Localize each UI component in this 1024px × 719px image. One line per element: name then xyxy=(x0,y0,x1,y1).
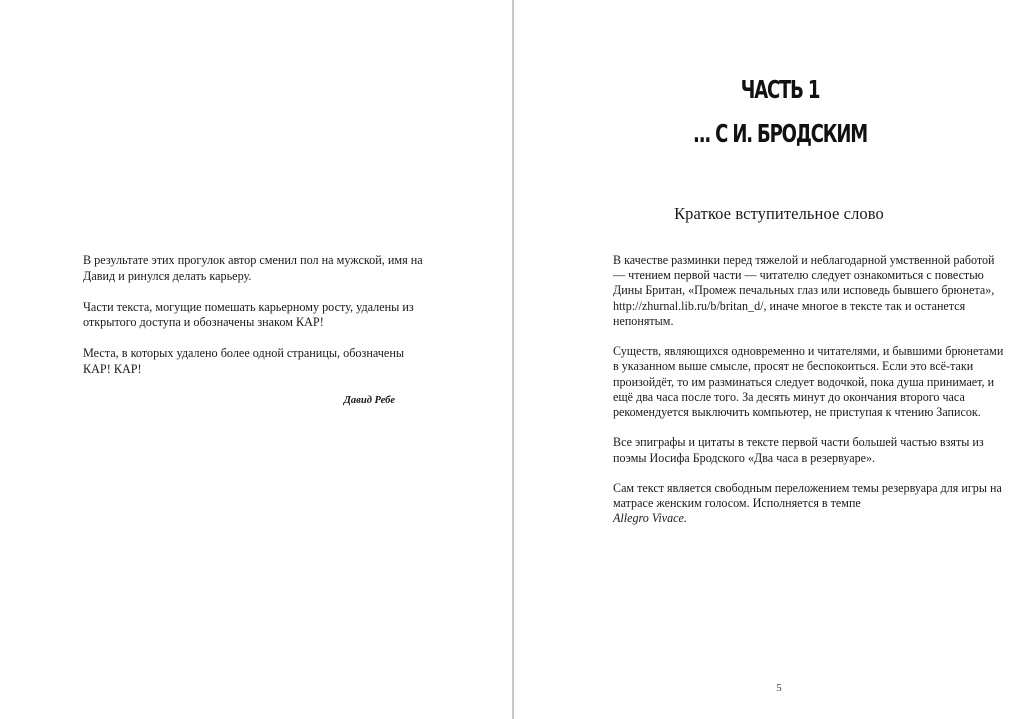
right-page-text xyxy=(613,253,1005,542)
right-paragraph: Все эпиграфы и цитаты в тексте первой части большей частью взяты из поэмы Иосифа Бродского «Два часа в резервуаре». xyxy=(613,435,984,465)
right-paragraph: Существ, являющихся одновременно и читателями, и бывшими брюнетами в указанном выше смысле, просят не беспокоиться. Если это всё-таки произойдёт, то им разминаться следует водочкой, пока душа принимает, и ещё два часа после того. За десять минут до окончания второго часа рекомендуется выключить компьютер, не приступая к чтению Записок. xyxy=(613,344,1004,420)
part-title-line: ... С И. БРОДСКИМ xyxy=(693,119,867,148)
page-number: 5 xyxy=(776,682,782,694)
part-title xyxy=(689,68,870,156)
right-paragraph-text: Сам текст является свободным переложением темы резервуара для игры на матрасе женским голосом. Исполняется в темпе xyxy=(613,481,1002,511)
left-paragraph: Части текста, могущие помешать карьерному росту, удалены из открытого доступа и обозначены знаком КАР! xyxy=(83,299,414,329)
author-signature: Давид Ребе xyxy=(343,395,395,406)
right-paragraph xyxy=(613,481,1005,527)
right-page xyxy=(514,0,1024,719)
right-paragraph: В качестве разминки перед тяжелой и неблагодарной умственной работой — чтением первой части — читателю следует ознакомиться с повестью Дины Британ, «Промеж печальных глаз или исповедь бывшего брюнета», http://zhurnal.lib.ru/b/britan_d/, иначе многое в тексте так и останется непонятым. xyxy=(613,253,995,328)
tempo-marking: Allegro Vivace. xyxy=(613,511,687,526)
left-page-text xyxy=(83,253,423,393)
left-paragraph: Места, в которых удалено более одной страницы, обозначены КАР! КАР! xyxy=(83,346,405,376)
part-title-line: ЧАСТЬ 1 xyxy=(740,75,820,104)
section-heading: Краткое вступительное слово xyxy=(674,204,884,223)
left-paragraph: В результате этих прогулок автор сменил пол на мужской, имя на Давид и ринулся делать карьеру. xyxy=(83,253,423,283)
